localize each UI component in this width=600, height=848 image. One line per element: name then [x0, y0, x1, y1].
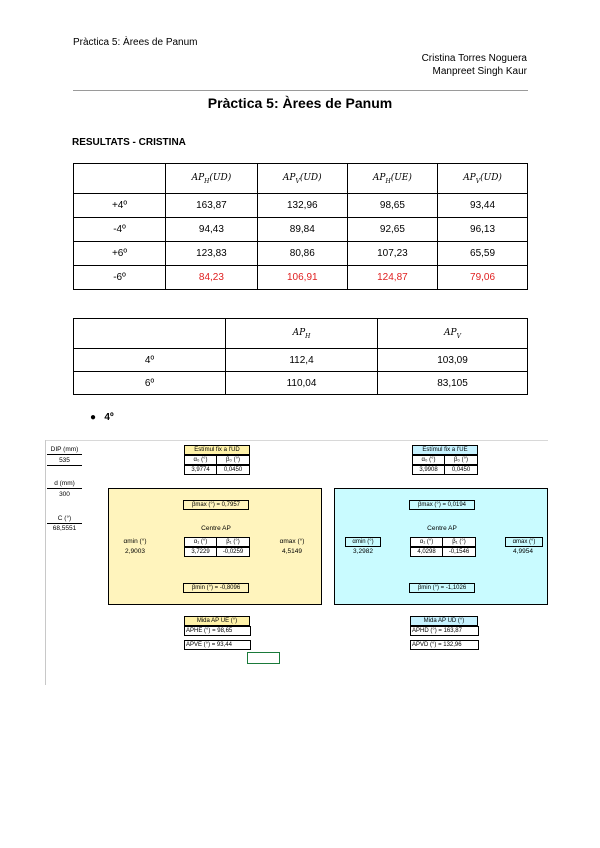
right-mida-row-1: APHD (°) = 163,87 — [410, 626, 479, 636]
dip-label: DIP (mm) — [47, 446, 82, 455]
left-stimulus-title: Estímul fix a l'UD — [184, 445, 250, 455]
right-centre-label: Centre AP — [427, 525, 457, 532]
row-label: +6º — [74, 242, 166, 266]
summary-table-corner — [74, 319, 226, 349]
left-stimulus-h1: α₀ (°) — [184, 455, 217, 465]
left-mida-row-1: APHE (°) = 98,65 — [184, 626, 251, 636]
right-bmin: βmin (°) = -1,1026 — [409, 583, 475, 593]
table-cell: 65,59 — [438, 242, 528, 266]
left-stimulus-v1: 3,9774 — [184, 465, 217, 475]
document-title: Pràctica 5: Àrees de Panum — [207, 95, 393, 111]
table-cell: 107,23 — [347, 242, 437, 266]
table-row — [74, 218, 528, 242]
left-bmax: βmax (°) = 0,7957 — [183, 500, 249, 510]
summary-table-header-1: $AP_H$ — [226, 319, 378, 349]
left-mida-row-2: APVE (°) = 93,44 — [184, 640, 251, 650]
row-label: 4º — [74, 349, 226, 372]
table-row — [74, 349, 528, 372]
bullet-dot-icon: ● — [90, 412, 97, 423]
row-label: -6º — [74, 266, 166, 290]
right-bmax: βmax (°) = 0,0194 — [409, 500, 475, 510]
right-stimulus-title: Estímul fix a l'UE — [412, 445, 478, 455]
c-value: 68,5551 — [52, 525, 77, 532]
results-table-corner — [74, 164, 166, 194]
table-row — [74, 242, 528, 266]
table-row — [74, 266, 528, 290]
table-cell: 83,105 — [378, 372, 528, 395]
table-cell: 80,86 — [257, 242, 347, 266]
results-table-header-4: $AP_V(UD)$ — [438, 164, 528, 194]
left-centre-v2: -0,0259 — [216, 547, 250, 557]
table-cell-highlighted: 106,91 — [257, 266, 347, 290]
left-mida-title: Mida AP UE (°) — [184, 616, 250, 626]
c-label: C (°) — [47, 515, 82, 524]
section-title: RESULTATS - CRISTINA — [72, 137, 186, 148]
table-cell-highlighted: 124,87 — [347, 266, 437, 290]
right-centre-v1: 4,0298 — [410, 547, 443, 557]
right-mida-row-2: APVD (°) = 132,96 — [410, 640, 479, 650]
table-cell: 163,87 — [166, 194, 258, 218]
author-1: Cristina Torres Noguera — [421, 53, 527, 64]
d-value: 300 — [59, 491, 70, 498]
table-row — [74, 372, 528, 395]
right-mida-title: Mida AP UD (°) — [410, 616, 478, 626]
table-cell: 89,84 — [257, 218, 347, 242]
sheet-top-border — [45, 440, 548, 441]
right-stimulus-h1: α₀ (°) — [412, 455, 445, 465]
results-table-header-3: $AP_H(UE)$ — [347, 164, 437, 194]
left-centre-h2: β₁ (°) — [216, 537, 250, 547]
right-amax-value: 4,9954 — [513, 548, 533, 555]
table-cell: 92,65 — [347, 218, 437, 242]
right-centre-v2: -0,1546 — [442, 547, 476, 557]
results-table-header-2: $AP_V(UD)$ — [257, 164, 347, 194]
table-cell-highlighted: 84,23 — [166, 266, 258, 290]
d-label: d (mm) — [47, 480, 82, 489]
left-amin-label: αmin (°) — [123, 538, 147, 545]
left-bmin: βmin (°) = -0,8096 — [183, 583, 249, 593]
sheet-left-border — [45, 440, 46, 685]
left-stimulus-h2: β₀ (°) — [216, 455, 250, 465]
table-cell: 98,65 — [347, 194, 437, 218]
summary-table-header-row — [74, 319, 528, 349]
right-amin-value: 3,2982 — [353, 548, 373, 555]
table-cell: 94,43 — [166, 218, 258, 242]
author-2: Manpreet Singh Kaur — [432, 66, 527, 77]
summary-table-header-2: $AP_V$ — [378, 319, 528, 349]
table-cell: 123,83 — [166, 242, 258, 266]
bullet-item — [90, 412, 114, 423]
table-cell: 93,44 — [438, 194, 528, 218]
table-cell: 103,09 — [378, 349, 528, 372]
summary-table — [73, 318, 528, 395]
bullet-label: 4º — [104, 412, 114, 423]
results-table-header-row — [74, 164, 528, 194]
results-table-header-1: $AP_H(UD)$ — [166, 164, 258, 194]
table-cell: 96,13 — [438, 218, 528, 242]
left-centre-v1: 3,7229 — [184, 547, 217, 557]
right-centre-h2: β₁ (°) — [442, 537, 476, 547]
right-stimulus-v1: 3,9908 — [412, 465, 445, 475]
left-amax-label: αmax (°) — [279, 538, 305, 545]
table-cell-highlighted: 79,06 — [438, 266, 528, 290]
page-header-left: Pràctica 5: Àrees de Panum — [73, 37, 198, 48]
results-table — [73, 163, 528, 290]
row-label: 6º — [74, 372, 226, 395]
left-amax-value: 4,5149 — [282, 548, 302, 555]
header-divider — [73, 90, 528, 91]
right-amax-label: αmax (°) — [505, 537, 543, 547]
table-cell: 112,4 — [226, 349, 378, 372]
left-centre-label: Centre AP — [201, 525, 231, 532]
row-label: -4º — [74, 218, 166, 242]
left-centre-h1: α₁ (°) — [184, 537, 217, 547]
selected-cell-outline — [247, 652, 280, 664]
left-amin-value: 2,9003 — [125, 548, 145, 555]
table-cell: 110,04 — [226, 372, 378, 395]
dip-value: 535 — [47, 457, 82, 466]
right-amin-label: αmin (°) — [345, 537, 381, 547]
table-cell: 132,96 — [257, 194, 347, 218]
row-label: +4º — [74, 194, 166, 218]
right-stimulus-h2: β₀ (°) — [444, 455, 478, 465]
left-stimulus-v2: 0,0450 — [216, 465, 250, 475]
table-row — [74, 194, 528, 218]
right-centre-h1: α₁ (°) — [410, 537, 443, 547]
right-stimulus-v2: 0,0450 — [444, 465, 478, 475]
